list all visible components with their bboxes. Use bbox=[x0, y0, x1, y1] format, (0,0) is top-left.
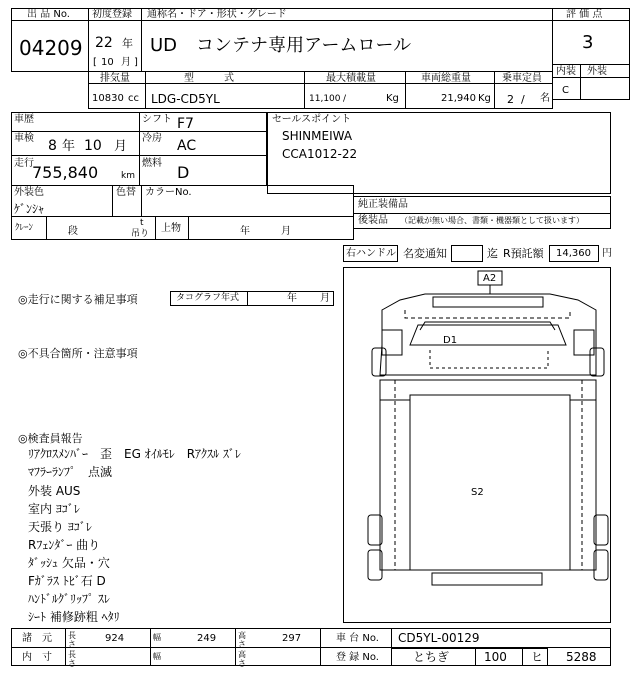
inspector-line: Rﾌｪﾝﾀﾞｰ 曲り bbox=[28, 538, 101, 552]
inspection-year-unit: 年 bbox=[62, 139, 76, 154]
reg-label: 登 録 No. bbox=[336, 652, 379, 663]
sales-point-label: セールスポイント bbox=[272, 114, 352, 125]
front-grille bbox=[433, 297, 543, 307]
crane-label: ｸﾚｰﾝ bbox=[15, 223, 34, 233]
max-load-label: 最大積載量 bbox=[326, 73, 376, 84]
reg-area: とちぎ bbox=[413, 650, 450, 664]
inspector-line: ﾏﾌﾗｰﾗﾝﾌﾟ 点滅 bbox=[28, 465, 113, 479]
tacho-year-unit: 年 bbox=[287, 293, 297, 304]
first-reg-month-close: ] bbox=[134, 57, 138, 68]
first-reg-label: 初度登録 bbox=[92, 9, 132, 20]
model-label: 型 式 bbox=[184, 73, 234, 84]
max-load-value: 11,100 bbox=[309, 94, 341, 104]
crane-top-label: 上物 bbox=[161, 223, 181, 234]
factory-equip-label: 純正装備品 bbox=[358, 199, 408, 210]
max-load-unit: Kg bbox=[386, 93, 399, 104]
shift-label: シフト bbox=[142, 114, 172, 125]
inner-width-label: 幅 bbox=[153, 652, 161, 661]
crane-stage: 段 bbox=[68, 226, 78, 237]
color-code-label: カラーNo. bbox=[145, 187, 192, 198]
outer-height-label: 高さ bbox=[238, 631, 246, 649]
chassis-no: CD5YL-00129 bbox=[398, 631, 480, 645]
inspector-title: ◎検査員報告 bbox=[18, 432, 83, 445]
inspection-month-unit: 月 bbox=[114, 139, 128, 154]
inspection-year: 8 bbox=[48, 138, 57, 154]
outer-dim-label: 諸 元 bbox=[22, 633, 52, 644]
inspector-line: Fｶﾞﾗｽ ﾄﾋﾞ石 D bbox=[28, 574, 106, 588]
mileage-unit: km bbox=[121, 171, 135, 181]
aftermarket-label: 後装品 bbox=[358, 215, 388, 226]
mark-d1: D1 bbox=[443, 335, 458, 346]
cab-outline bbox=[382, 294, 596, 345]
cargo-bed-outer bbox=[380, 380, 596, 570]
grade-header: 通称名・ドア・形状・グレード bbox=[147, 9, 287, 20]
lot-number: 04209 bbox=[19, 36, 83, 60]
windshield bbox=[410, 325, 566, 345]
name-change-unit: 迄 bbox=[487, 247, 498, 260]
dash-line bbox=[430, 350, 548, 368]
windshield-top bbox=[420, 322, 555, 330]
fuel-label: 燃料 bbox=[142, 158, 162, 169]
inspection-month: 10 bbox=[84, 138, 102, 154]
max-load-slash: / bbox=[343, 94, 347, 104]
driving-remarks-title: ◎走行に関する補足事項 bbox=[18, 293, 138, 306]
inspector-line: ﾀﾞｯｼｭ 欠品・穴 bbox=[28, 556, 110, 570]
outer-length-label: 長さ bbox=[68, 631, 76, 649]
displacement-value: 10830 bbox=[92, 93, 124, 104]
capacity-label: 乗車定員 bbox=[502, 73, 542, 84]
chassis-label: 車 台 No. bbox=[336, 633, 379, 644]
inner-height-label: 高さ bbox=[238, 650, 246, 668]
sales-point-line1: SHINMEIWA bbox=[282, 129, 353, 143]
reg-kana: ヒ bbox=[531, 650, 544, 664]
rhd-label: 右ハンドル bbox=[346, 248, 396, 259]
crane-month-unit: 月 bbox=[281, 226, 291, 237]
inspector-line: ﾘｱｸﾛｽﾒﾝﾊﾞｰ 歪 EG ｵｲﾙﾓﾚ Rｱｸｽﾙ ｽﾞﾚ bbox=[28, 447, 241, 461]
rear-bumper bbox=[432, 573, 542, 585]
model-code: LDG-CD5YL bbox=[151, 92, 220, 106]
mileage-label: 走行 bbox=[14, 158, 34, 169]
capacity-slash: / bbox=[521, 93, 525, 106]
gross-weight-label: 車両総重量 bbox=[421, 73, 471, 84]
gross-weight-value: 21,940 bbox=[441, 93, 476, 104]
inspector-line: 天張り ﾖｺﾞﾚ bbox=[28, 520, 92, 534]
reg-class: 100 bbox=[484, 650, 507, 664]
left-mirror bbox=[382, 330, 402, 355]
tacho-label: タコグラフ年式 bbox=[176, 293, 240, 303]
mark-s2: S2 bbox=[471, 487, 484, 498]
mark-a2: A2 bbox=[483, 273, 497, 284]
inspector-line: 室内 ﾖｺﾞﾚ bbox=[28, 502, 80, 516]
first-reg-year-unit: 年 bbox=[122, 37, 133, 50]
aircon-label: 冷房 bbox=[142, 133, 162, 144]
inspector-line: ｼｰﾄ 補修跡粗 ﾍﾀﾘ bbox=[28, 610, 120, 624]
maker: UD bbox=[150, 35, 178, 56]
reg-number: 5288 bbox=[566, 650, 597, 664]
bed-dashes bbox=[395, 380, 582, 570]
front-left-wheel bbox=[372, 348, 386, 376]
capacity-value: 2 bbox=[507, 93, 514, 106]
aircon-value: AC bbox=[177, 138, 197, 154]
capacity-unit: 名 bbox=[540, 93, 550, 104]
color-no-label: 色替 bbox=[116, 187, 136, 198]
first-reg-month-unit: 月 bbox=[121, 57, 131, 68]
front-right-wheel bbox=[590, 348, 604, 376]
inspection-label: 車検 bbox=[14, 133, 34, 144]
right-mirror bbox=[574, 330, 594, 355]
outer-length: 924 bbox=[105, 633, 125, 644]
aftermarket-note: （記載が無い場合、書類・機器類として扱います） bbox=[400, 216, 584, 225]
gross-weight-unit: Kg bbox=[478, 93, 491, 104]
exterior-label: 外装 bbox=[587, 66, 607, 77]
fuel-value: D bbox=[177, 163, 190, 182]
eval-score: 3 bbox=[582, 32, 594, 53]
eval-label: 評 価 点 bbox=[566, 9, 603, 20]
inner-dim-label: 内 寸 bbox=[22, 652, 52, 663]
inspector-line: 外装 AUS bbox=[28, 484, 81, 498]
recycle-unit: 円 bbox=[602, 248, 612, 259]
first-reg-year: 22 bbox=[95, 35, 113, 51]
first-reg-month: 10 bbox=[101, 57, 114, 68]
crane-year-unit: 年 bbox=[240, 226, 250, 237]
cab-body bbox=[380, 345, 596, 375]
first-reg-month-open: [ bbox=[93, 57, 97, 68]
bumper-line bbox=[405, 310, 570, 318]
lot-label: 出 品 No. bbox=[27, 9, 70, 20]
exterior-color-value: ｹﾞﾝｼｬ bbox=[14, 202, 45, 216]
crane-ton: t bbox=[140, 218, 144, 228]
inspector-line: ﾊﾝﾄﾞﾙｸﾞﾘｯﾌﾟ ｽﾚ bbox=[28, 592, 110, 606]
history-label: 車歴 bbox=[14, 114, 34, 125]
shift-value: F7 bbox=[177, 116, 194, 132]
name-change-label: 名変通知 bbox=[403, 247, 447, 260]
outer-width-label: 幅 bbox=[153, 633, 161, 642]
cargo-bed-inner bbox=[410, 395, 570, 570]
outer-height: 297 bbox=[282, 633, 302, 644]
exterior-color-label: 外装色 bbox=[14, 187, 44, 198]
mileage-value: 755,840 bbox=[32, 163, 99, 182]
crane-hoist: 吊り bbox=[131, 229, 150, 239]
inner-length-label: 長さ bbox=[68, 650, 76, 668]
interior-grade: C bbox=[562, 85, 569, 96]
displacement-unit: cc bbox=[128, 93, 139, 104]
tacho-month-unit: 月 bbox=[320, 293, 330, 304]
defects-title: ◎不具合箇所・注意事項 bbox=[18, 347, 138, 360]
outer-width: 249 bbox=[197, 633, 217, 644]
interior-label: 内装 bbox=[556, 66, 576, 77]
sales-point-line2: CCA1012-22 bbox=[282, 147, 358, 161]
recycle-amount: 14,360 bbox=[556, 248, 591, 259]
recycle-label: R預託額 bbox=[503, 247, 544, 260]
model-name: コンテナ専用アームロール bbox=[196, 35, 412, 56]
displacement-label: 排気量 bbox=[100, 73, 130, 84]
